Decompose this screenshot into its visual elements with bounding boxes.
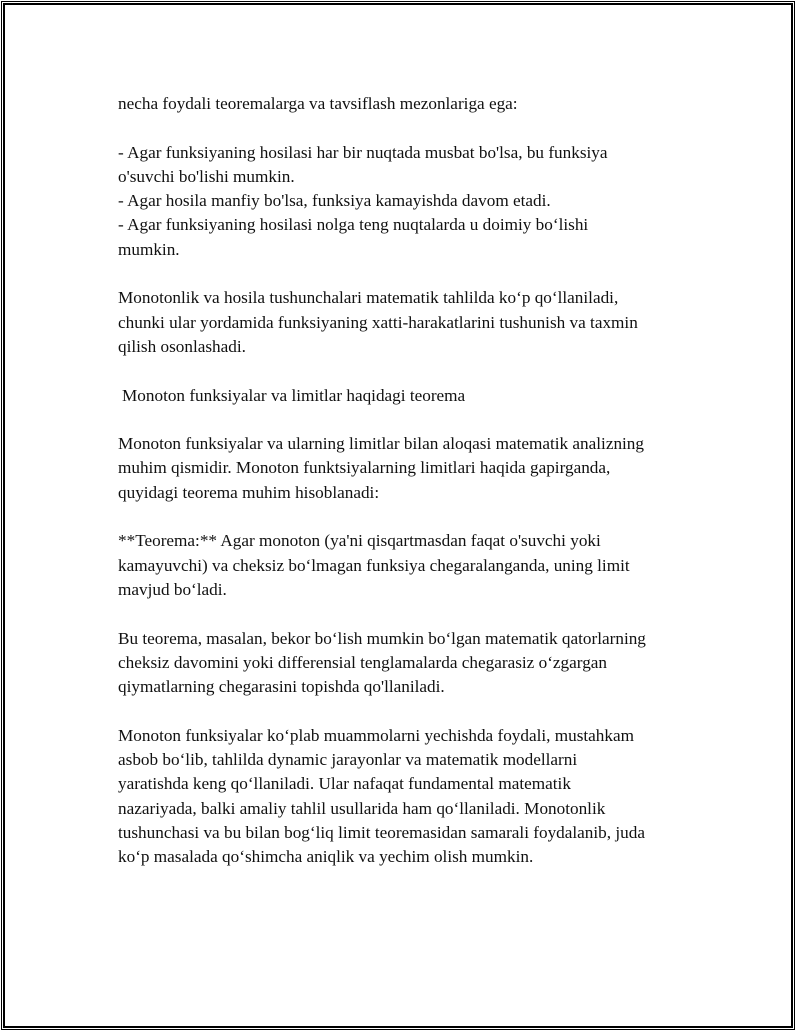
text-line: Monoton funksiyalar va ularning limitlar bilan aloqasi matematik analizning [118,434,644,454]
section-heading: Monoton funksiyalar va limitlar haqidagi teorema [122,385,466,405]
text-line: asbob bo‘lib, tahlilda dynamic jarayonlar va matematik modellarni [118,750,578,770]
text-line: qiymatlarning chegarasini topishda qo'llaniladi. [118,677,445,697]
text-line: mavjud bo‘ladi. [118,579,227,599]
text-line: tushunchasi va bu bilan bog‘liq limit teoremasidan samarali foydalanib, juda [118,822,645,842]
paragraph-intro [118,92,698,116]
text-line: Bu teorema, masalan, bekor bo‘lish mumkin bo‘lgan matematik qatorlarning [118,628,646,648]
text-line: kamayuvchi) va cheksiz bo‘lmagan funksiya chegaralanganda, uning limit [118,555,630,575]
text-line: yaratishda keng qo‘llaniladi. Ular nafaqat fundamental matematik [118,774,571,794]
paragraph-monotonicity-usage [118,286,698,359]
text-line: necha foydali teoremalarga va tavsiflash mezonlariga ega: [118,94,518,113]
text-line: mumkin. [118,239,180,259]
text-line: Monoton funksiyalar ko‘plab muammolarni yechishda foydali, mustahkam [118,725,634,745]
document-body [118,92,698,894]
text-line: muhim qismidir. Monoton funktsiyalarning limitlari haqida gapirganda, [118,458,611,478]
text-line: - Agar funksiyaning hosilasi nolga teng nuqtalarda u doimiy bo‘lishi [118,215,589,235]
paragraph-theorem [118,529,698,602]
text-line: qilish osonlashadi. [118,336,246,356]
text-line: - Agar funksiyaning hosilasi har bir nuqtada musbat bo'lsa, bu funksiya [118,142,608,162]
text-line: **Teorema:** Agar monoton (ya'ni qisqartmasdan faqat o'suvchi yoki [118,531,601,551]
text-line: ko‘p masalada qo‘shimcha aniqlik va yechim olish mumkin. [118,847,534,867]
paragraph-limits-intro [118,432,698,505]
text-line: quyidagi teorema muhim hisoblanadi: [118,482,380,502]
text-line: nazariyada, balki amaliy tahlil usullarida ham qo‘llaniladi. Monotonlik [118,798,606,818]
paragraph-conclusion [118,724,698,870]
paragraph-derivative-rules [118,141,698,262]
text-line: o'suvchi bo'lishi mumkin. [118,166,295,186]
text-line: cheksiz davomini yoki differensial tenglamalarda chegarasiz o‘zgargan [118,652,608,672]
paragraph-theorem-application [118,627,698,700]
text-line: chunki ular yordamida funksiyaning xatti-harakatlarini tushunish va taxmin [118,312,638,332]
text-line: Monotonlik va hosila tushunchalari matematik tahlilda ko‘p qo‘llaniladi, [118,288,619,308]
text-line: - Agar hosila manfiy bo'lsa, funksiya kamayishda davom etadi. [118,191,551,211]
